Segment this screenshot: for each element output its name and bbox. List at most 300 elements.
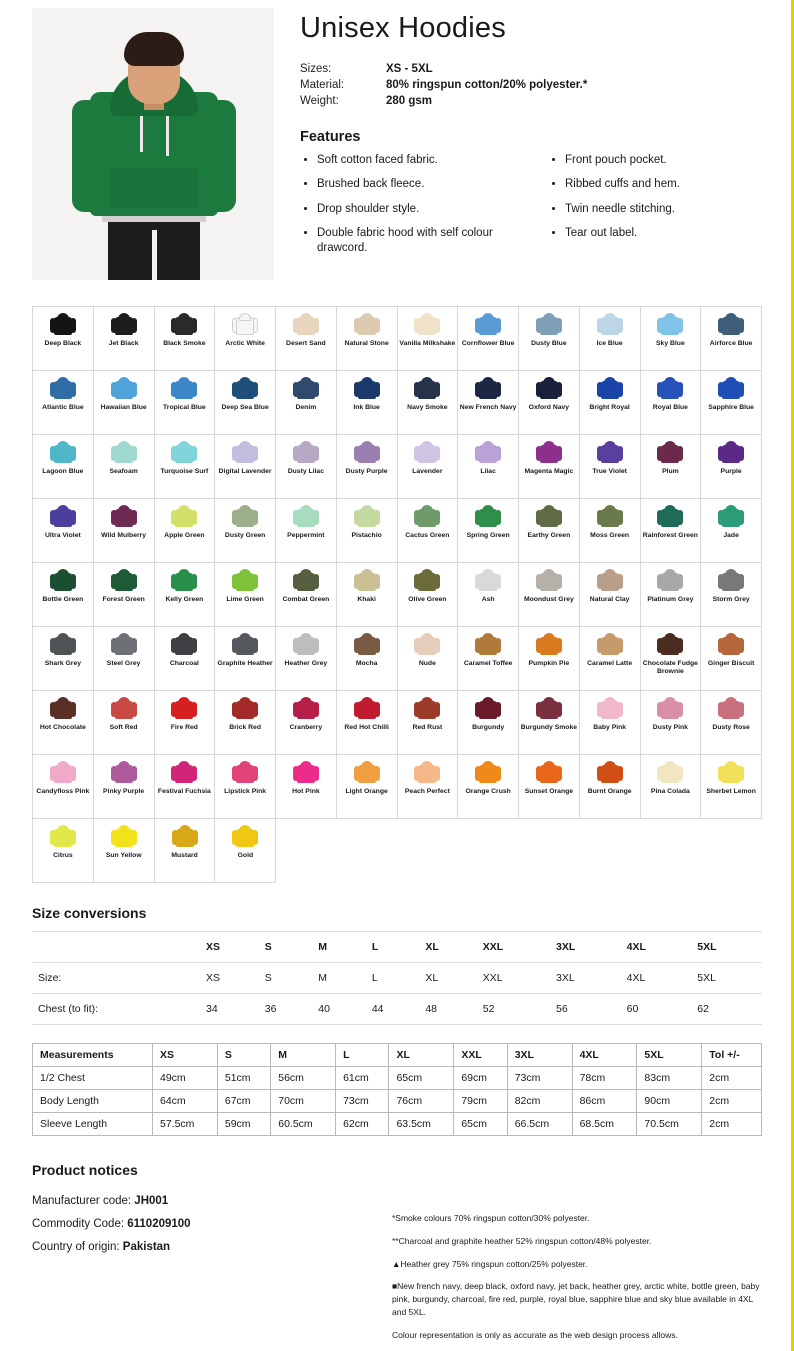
colour-label: Denim: [295, 404, 317, 411]
table-cell: 83cm: [637, 1067, 702, 1090]
hoodie-icon: [354, 375, 380, 401]
colour-label: Heather Grey: [284, 660, 328, 667]
column-header: 3XL: [550, 932, 621, 963]
hoodie-icon: [232, 503, 258, 529]
colour-swatch[interactable]: [641, 371, 702, 435]
colour-swatch[interactable]: [94, 627, 155, 691]
colour-swatch[interactable]: [398, 691, 459, 755]
colour-swatch[interactable]: [519, 435, 580, 499]
colour-swatch[interactable]: [458, 563, 519, 627]
colour-label: Dusty Pink: [652, 724, 688, 731]
table-cell: 34: [200, 994, 259, 1025]
colour-label: Bright Royal: [589, 404, 630, 411]
colour-swatch[interactable]: [519, 499, 580, 563]
hoodie-icon: [293, 695, 319, 721]
colour-label: Pumpkin Pie: [528, 660, 570, 667]
column-header: 4XL: [572, 1044, 637, 1067]
colour-swatch[interactable]: [458, 371, 519, 435]
colour-label: Natural Stone: [344, 340, 389, 347]
product-info: [300, 8, 762, 280]
colour-swatch[interactable]: [155, 563, 216, 627]
hoodie-icon: [597, 503, 623, 529]
colour-swatch[interactable]: [276, 499, 337, 563]
colour-label: Graphite Heather: [217, 660, 273, 667]
spec-label: Material:: [300, 79, 345, 91]
spec-row: [300, 93, 587, 109]
product-header: [32, 0, 762, 280]
colour-label: Oxford Navy: [528, 404, 570, 411]
colour-swatch[interactable]: [641, 627, 702, 691]
hoodie-icon: [718, 503, 744, 529]
colour-swatch[interactable]: [398, 307, 459, 371]
colour-swatch[interactable]: [337, 435, 398, 499]
colour-swatch[interactable]: [701, 691, 762, 755]
hoodie-icon: [293, 567, 319, 593]
colour-label: Jet Black: [108, 340, 139, 347]
colour-swatch[interactable]: [155, 499, 216, 563]
hoodie-icon: [293, 375, 319, 401]
colour-swatch[interactable]: [701, 563, 762, 627]
notice-footnotes: [392, 1190, 762, 1351]
colour-swatch[interactable]: [458, 307, 519, 371]
colour-swatch[interactable]: [155, 435, 216, 499]
colour-swatch[interactable]: [276, 435, 337, 499]
table-row: [33, 1090, 762, 1113]
hoodie-icon: [111, 695, 137, 721]
colour-label: Shark Grey: [44, 660, 82, 667]
colour-label: Tropical Blue: [163, 404, 206, 411]
colour-swatch[interactable]: [33, 307, 94, 371]
colour-label: Arctic White: [225, 340, 265, 347]
colour-swatch[interactable]: [337, 371, 398, 435]
feature-item: • Soft cotton faced fabric.: [317, 153, 518, 167]
feature-item: • Double fabric hood with self colour drawcord.: [317, 226, 518, 255]
colour-swatch[interactable]: [458, 435, 519, 499]
colour-swatch[interactable]: [94, 563, 155, 627]
table-cell: 62cm: [336, 1113, 389, 1136]
colour-swatch[interactable]: [215, 371, 276, 435]
hoodie-icon: [414, 311, 440, 337]
column-header: XL: [389, 1044, 454, 1067]
hoodie-icon: [293, 759, 319, 785]
colour-label: Navy Smoke: [407, 404, 448, 411]
colour-swatch[interactable]: [580, 435, 641, 499]
colour-swatch[interactable]: [580, 691, 641, 755]
hoodie-icon: [536, 311, 562, 337]
column-header: XL: [419, 932, 476, 963]
colour-label: Sunset Orange: [524, 788, 574, 795]
hoodie-icon: [718, 759, 744, 785]
colour-swatch[interactable]: [215, 755, 276, 819]
colour-swatch[interactable]: [580, 307, 641, 371]
colour-row: [33, 755, 762, 819]
colour-swatch[interactable]: [458, 755, 519, 819]
table-cell: 52: [477, 994, 550, 1025]
colour-label: Seafoam: [109, 468, 138, 475]
hoodie-icon: [354, 567, 380, 593]
colour-swatch[interactable]: [33, 755, 94, 819]
hoodie-icon: [171, 631, 197, 657]
colour-label: Red Hot Chilli: [344, 724, 389, 731]
colour-swatch[interactable]: [276, 371, 337, 435]
colour-swatch[interactable]: [701, 499, 762, 563]
colour-swatch[interactable]: [701, 435, 762, 499]
colour-swatch[interactable]: [155, 691, 216, 755]
hoodie-icon: [475, 311, 501, 337]
colour-swatch[interactable]: [155, 307, 216, 371]
table-cell: 73cm: [336, 1090, 389, 1113]
colour-swatch[interactable]: [398, 563, 459, 627]
colour-label: Burnt Orange: [587, 788, 632, 795]
table-cell: 65cm: [454, 1113, 507, 1136]
table-cell: 66.5cm: [507, 1113, 572, 1136]
colour-swatch[interactable]: [519, 307, 580, 371]
table-cell: 62: [691, 994, 762, 1025]
colour-row: [33, 819, 762, 883]
colour-swatch[interactable]: [641, 755, 702, 819]
column-header: XS: [200, 932, 259, 963]
row-label: Body Length: [33, 1090, 153, 1113]
colour-swatch[interactable]: [580, 627, 641, 691]
colour-swatch[interactable]: [398, 435, 459, 499]
spec-label: Weight:: [300, 95, 339, 107]
footnote: **Charcoal and graphite heather 52% ringspun cotton/48% polyester.: [392, 1235, 652, 1246]
hoodie-icon: [414, 631, 440, 657]
column-header: Tol +/-: [702, 1044, 762, 1067]
footnote: ■New french navy, deep black, oxford navy, jet back, heather grey, arctic white, bottle green, baby pink, burgundy, charcoal, fire red, purple, royal blue, sapphire blue and sky blue available in 4XL and 5XL.: [392, 1281, 760, 1317]
table-row: [33, 1113, 762, 1136]
colour-swatch[interactable]: [519, 691, 580, 755]
colour-swatch[interactable]: [33, 435, 94, 499]
table-cell: 64cm: [153, 1090, 218, 1113]
colour-swatch[interactable]: [398, 755, 459, 819]
colour-swatch[interactable]: [94, 435, 155, 499]
colour-row: [33, 563, 762, 627]
notice-label: Manufacturer code:: [32, 1195, 132, 1207]
feature-item: • Twin needle stitching.: [565, 202, 748, 216]
colour-swatch[interactable]: [215, 691, 276, 755]
colour-swatch[interactable]: [276, 563, 337, 627]
table-cell: 2cm: [702, 1067, 762, 1090]
colour-label: Khaki: [357, 596, 376, 603]
colour-label: Peach Perfect: [404, 788, 450, 795]
colour-swatch[interactable]: [641, 435, 702, 499]
hoodie-icon: [718, 567, 744, 593]
hoodie-icon: [536, 695, 562, 721]
colour-swatch[interactable]: [458, 627, 519, 691]
column-header: 4XL: [621, 932, 692, 963]
hoodie-icon: [475, 503, 501, 529]
colour-swatch[interactable]: [215, 627, 276, 691]
colour-label: Mocha: [355, 660, 378, 667]
column-header: M: [312, 932, 366, 963]
hoodie-icon: [657, 567, 683, 593]
colour-swatch[interactable]: [701, 755, 762, 819]
colour-label: Soft Red: [109, 724, 138, 731]
colour-swatch[interactable]: [337, 563, 398, 627]
colour-label: New French Navy: [459, 404, 517, 411]
table-cell: 65cm: [389, 1067, 454, 1090]
column-header: L: [336, 1044, 389, 1067]
colour-swatch[interactable]: [33, 499, 94, 563]
colour-label: Magenta Magic: [524, 468, 574, 475]
colour-label: Moss Green: [590, 532, 630, 539]
hoodie-icon: [718, 439, 744, 465]
colour-label: Red Rust: [412, 724, 443, 731]
hoodie-icon: [354, 439, 380, 465]
hoodie-icon: [657, 311, 683, 337]
hoodie-icon: [232, 823, 258, 849]
row-label: Chest (to fit):: [32, 994, 200, 1025]
table-cell: 48: [419, 994, 476, 1025]
colour-swatch[interactable]: [155, 819, 216, 883]
table-cell: 86cm: [572, 1090, 637, 1113]
colour-label: Dusty Blue: [531, 340, 567, 347]
footnote: Colour representation is only as accurate as the web design process allows.: [392, 1329, 678, 1340]
colour-swatch[interactable]: [337, 499, 398, 563]
hoodie-icon: [50, 375, 76, 401]
colour-label: Black Smoke: [163, 340, 206, 347]
hoodie-icon: [475, 631, 501, 657]
colour-label: Ink Blue: [353, 404, 380, 411]
hoodie-icon: [536, 439, 562, 465]
table-row: [32, 994, 762, 1025]
colour-swatch[interactable]: [155, 627, 216, 691]
hoodie-icon: [111, 503, 137, 529]
table-cell: 56: [550, 994, 621, 1025]
colour-label: Light Orange: [345, 788, 388, 795]
colour-swatch[interactable]: [276, 691, 337, 755]
colour-swatch[interactable]: [701, 307, 762, 371]
colour-swatch[interactable]: [641, 691, 702, 755]
hoodie-icon: [50, 695, 76, 721]
hoodie-icon: [232, 375, 258, 401]
hoodie-icon: [657, 503, 683, 529]
colour-swatch[interactable]: [155, 755, 216, 819]
colour-label: Chocolate Fudge Brownie: [642, 660, 698, 675]
colour-swatch[interactable]: [215, 307, 276, 371]
colour-label: Bottle Green: [42, 596, 84, 603]
colour-swatch[interactable]: [276, 755, 337, 819]
colour-swatch[interactable]: [94, 755, 155, 819]
colour-swatch[interactable]: [458, 691, 519, 755]
colour-swatch[interactable]: [215, 435, 276, 499]
colour-swatch[interactable]: [94, 819, 155, 883]
spec-label: Sizes:: [300, 63, 332, 75]
colour-label: Nude: [418, 660, 436, 667]
table-cell: 57.5cm: [153, 1113, 218, 1136]
colour-swatch[interactable]: [398, 371, 459, 435]
column-header: S: [259, 932, 313, 963]
colour-swatch[interactable]: [641, 307, 702, 371]
spec-value: 80% ringspun cotton/20% polyester.*: [386, 79, 588, 91]
feature-item: • Brushed back fleece.: [317, 177, 518, 191]
colour-label: Earthy Green: [527, 532, 571, 539]
colour-swatch[interactable]: [519, 627, 580, 691]
colour-label: Lavender: [412, 468, 443, 475]
table-cell: 82cm: [507, 1090, 572, 1113]
hoodie-icon: [171, 695, 197, 721]
table-cell: 4XL: [621, 963, 692, 994]
colour-swatch[interactable]: [155, 371, 216, 435]
table-cell: 60: [621, 994, 692, 1025]
colour-swatch[interactable]: [276, 627, 337, 691]
colour-label: Rainforest Green: [642, 532, 698, 539]
hoodie-icon: [597, 375, 623, 401]
spec-value: 280 gsm: [386, 95, 433, 107]
feature-item: • Drop shoulder style.: [317, 202, 518, 216]
colour-row: [33, 627, 762, 691]
hoodie-icon: [171, 567, 197, 593]
colour-swatch[interactable]: [701, 371, 762, 435]
colour-row: [33, 691, 762, 755]
colour-swatch[interactable]: [701, 627, 762, 691]
colour-label: Hot Pink: [292, 788, 320, 795]
hoodie-icon: [657, 759, 683, 785]
colour-swatch[interactable]: [33, 563, 94, 627]
notice-line: [32, 1236, 362, 1259]
colour-swatch[interactable]: [580, 499, 641, 563]
hoodie-icon: [354, 631, 380, 657]
hoodie-icon: [597, 631, 623, 657]
colour-swatch[interactable]: [215, 819, 276, 883]
hoodie-icon: [536, 503, 562, 529]
colour-label: Burgundy Smoke: [520, 724, 578, 731]
colour-swatch[interactable]: [94, 499, 155, 563]
hoodie-icon: [111, 375, 137, 401]
colour-label: Pina Colada: [650, 788, 690, 795]
colour-label: Sun Yellow: [105, 852, 142, 859]
colour-label: Charcoal: [169, 660, 199, 667]
hoodie-icon: [475, 695, 501, 721]
hoodie-icon: [232, 567, 258, 593]
colour-swatch[interactable]: [519, 563, 580, 627]
size-conversions-heading: Size conversions: [32, 905, 147, 921]
colour-label: Combat Green: [282, 596, 330, 603]
colour-row: [33, 435, 762, 499]
colour-swatch[interactable]: [33, 691, 94, 755]
hoodie-icon: [414, 375, 440, 401]
hoodie-icon: [718, 631, 744, 657]
hoodie-icon: [718, 375, 744, 401]
colour-swatch[interactable]: [337, 307, 398, 371]
colour-swatch-grid: [32, 306, 762, 883]
notice-line: [32, 1213, 362, 1236]
hoodie-icon: [111, 311, 137, 337]
notice-label: Country of origin:: [32, 1241, 120, 1253]
colour-label: Hawaiian Blue: [100, 404, 147, 411]
spec-row: [300, 61, 587, 77]
colour-swatch[interactable]: [215, 499, 276, 563]
colour-label: Dusty Purple: [345, 468, 388, 475]
colour-swatch[interactable]: [337, 755, 398, 819]
colour-label: Turquoise Surf: [160, 468, 209, 475]
colour-label: Pinky Purple: [103, 788, 145, 795]
colour-swatch[interactable]: [94, 371, 155, 435]
table-row: [32, 963, 762, 994]
hoodie-icon: [414, 695, 440, 721]
spec-table: [300, 61, 587, 109]
hoodie-icon: [232, 759, 258, 785]
colour-label: Atlantic Blue: [42, 404, 84, 411]
footnote: ▲Heather grey 75% ringspun cotton/25% polyester.: [392, 1258, 588, 1269]
hoodie-icon: [475, 375, 501, 401]
colour-label: Spring Green: [466, 532, 510, 539]
hoodie-icon: [293, 311, 319, 337]
hoodie-icon: [597, 439, 623, 465]
colour-swatch[interactable]: [641, 563, 702, 627]
colour-swatch[interactable]: [337, 691, 398, 755]
colour-label: Caramel Toffee: [463, 660, 513, 667]
features-list: [300, 153, 762, 265]
table-cell: XL: [419, 963, 476, 994]
hoodie-icon: [111, 567, 137, 593]
row-label: 1/2 Chest: [33, 1067, 153, 1090]
hoodie-icon: [293, 503, 319, 529]
hoodie-icon: [597, 311, 623, 337]
table-cell: 61cm: [336, 1067, 389, 1090]
colour-label: Jade: [723, 532, 739, 539]
colour-label: Deep Black: [44, 340, 82, 347]
colour-label: Royal Blue: [652, 404, 688, 411]
table-cell: 40: [312, 994, 366, 1025]
colour-swatch[interactable]: [398, 499, 459, 563]
table-cell: 60.5cm: [271, 1113, 336, 1136]
colour-swatch[interactable]: [276, 307, 337, 371]
colour-swatch[interactable]: [215, 563, 276, 627]
colour-swatch[interactable]: [519, 371, 580, 435]
colour-label: Storm Grey: [712, 596, 750, 603]
colour-swatch[interactable]: [580, 563, 641, 627]
hoodie-icon: [172, 823, 198, 849]
colour-label: Sky Blue: [656, 340, 685, 347]
page-title: Unisex Hoodies: [300, 12, 506, 44]
colour-label: Moondust Grey: [523, 596, 574, 603]
hoodie-icon: [50, 311, 76, 337]
notice-value: Pakistan: [122, 1241, 171, 1253]
table-cell: XXL: [477, 963, 550, 994]
colour-swatch[interactable]: [33, 371, 94, 435]
product-notices-heading: Product notices: [32, 1162, 138, 1178]
colour-swatch[interactable]: [398, 627, 459, 691]
colour-label: Lilac: [480, 468, 496, 475]
hoodie-icon: [232, 311, 258, 337]
colour-label: Burgundy: [472, 724, 505, 731]
colour-swatch[interactable]: [580, 755, 641, 819]
colour-swatch[interactable]: [580, 371, 641, 435]
colour-swatch[interactable]: [94, 307, 155, 371]
hoodie-icon: [171, 375, 197, 401]
colour-swatch[interactable]: [94, 691, 155, 755]
hoodie-icon: [354, 311, 380, 337]
colour-swatch[interactable]: [337, 627, 398, 691]
colour-swatch[interactable]: [458, 499, 519, 563]
colour-label: Caramel Latte: [587, 660, 633, 667]
hoodie-icon: [293, 631, 319, 657]
hoodie-icon: [536, 631, 562, 657]
column-header: 3XL: [507, 1044, 572, 1067]
hoodie-icon: [718, 695, 744, 721]
colour-label: Sapphire Blue: [708, 404, 754, 411]
colour-swatch[interactable]: [33, 819, 94, 883]
colour-swatch[interactable]: [519, 755, 580, 819]
table-cell: 2cm: [702, 1090, 762, 1113]
colour-label: Hot Chocolate: [39, 724, 86, 731]
colour-swatch[interactable]: [641, 499, 702, 563]
hoodie-icon: [354, 695, 380, 721]
colour-swatch[interactable]: [33, 627, 94, 691]
colour-label: Pistachio: [351, 532, 382, 539]
